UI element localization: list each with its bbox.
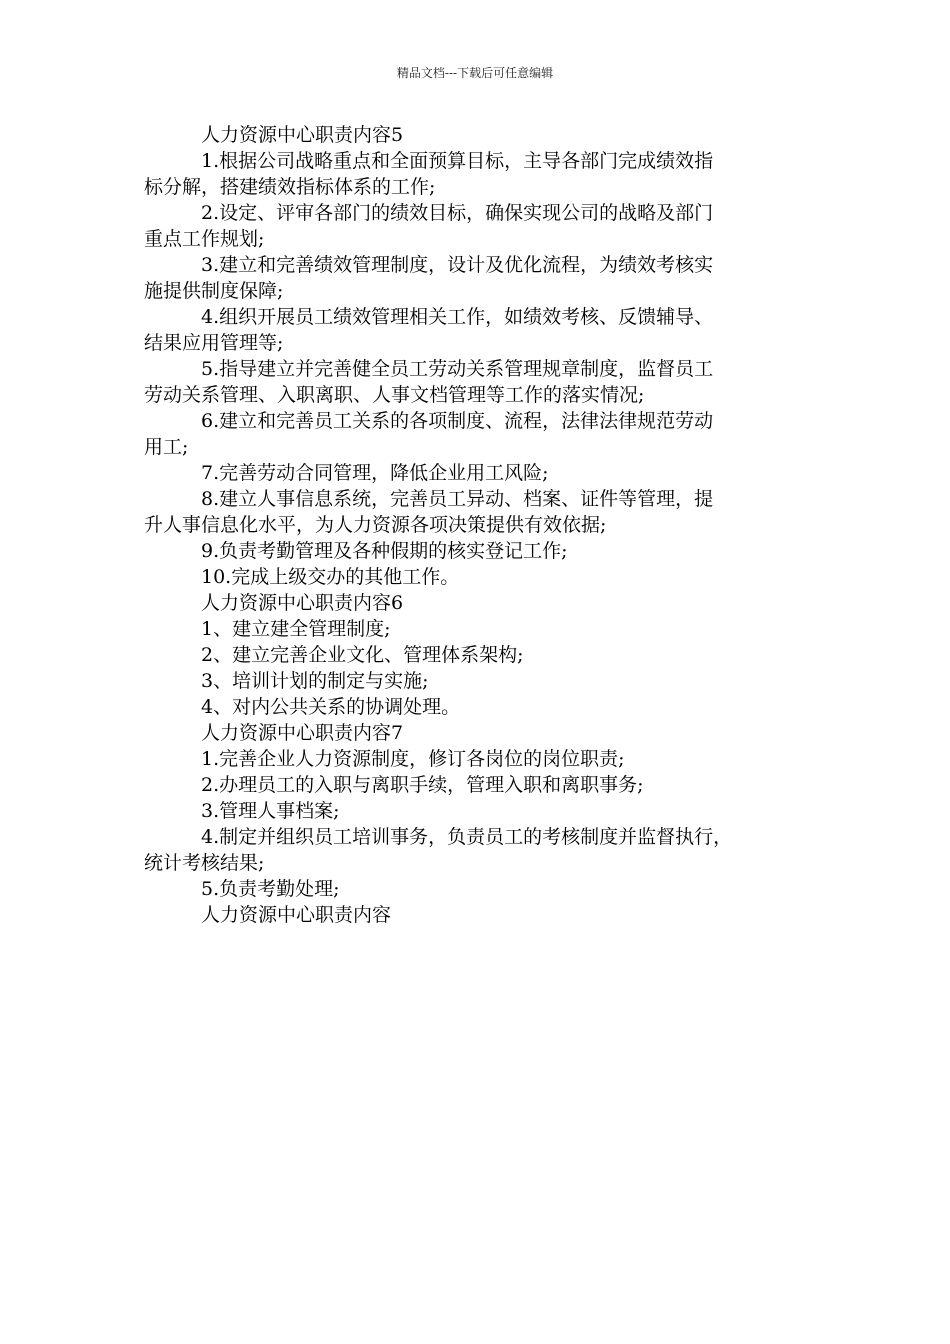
paragraph [144,486,834,538]
paragraph [144,408,834,460]
paragraph [144,798,834,824]
paragraph-continuation-line: 结果应用管理等; [144,332,284,354]
paragraph-line: 5.负责考勤处理; [201,878,340,900]
paragraph-continuation-line: 统计考核结果; [144,852,265,874]
paragraph-line: 2.设定、评审各部门的绩效目标，确保实现公司的战略及部门 [201,202,714,224]
document-body [144,122,834,928]
paragraph [144,720,834,746]
paragraph-line: 3、培训计划的制定与实施; [201,670,429,692]
paragraph-line: 1、建立建全管理制度; [201,618,391,640]
paragraph [144,746,834,772]
paragraph-continuation-line: 用工; [144,436,189,458]
paragraph-continuation-line: 标分解，搭建绩效指标体系的工作; [144,176,436,198]
paragraph-line: 8.建立人事信息系统，完善员工异动、档案、证件等管理，提 [201,488,714,510]
paragraph-continuation-line: 重点工作规划; [144,228,265,250]
paragraph-continuation-line: 施提供制度保障; [144,280,284,302]
paragraph [144,642,834,668]
paragraph-line: 4、对内公共关系的协调处理。 [201,696,461,718]
paragraph [144,772,834,798]
paragraph [144,356,834,408]
paragraph [144,252,834,304]
page-header [0,66,950,80]
paragraph [144,876,834,902]
paragraph-line: 4.制定并组织员工培训事务，负责员工的考核制度并监督执行， [201,826,733,848]
paragraph-line: 7.完善劳动合同管理，降低企业用工风险; [201,462,549,484]
paragraph-line: 6.建立和完善员工关系的各项制度、流程，法律法律规范劳动 [201,410,714,432]
paragraph [144,538,834,564]
header-text: 精品文档---下载后可任意编辑 [396,66,554,80]
paragraph [144,460,834,486]
paragraph [144,590,834,616]
paragraph-continuation-line: 升人事信息化水平，为人力资源各项决策提供有效依据; [144,514,607,536]
paragraph-line: 2.办理员工的入职与离职手续，管理入职和离职事务; [201,774,644,796]
paragraph [144,304,834,356]
paragraph-line: 人力资源中心职责内容 [201,904,392,926]
paragraph [144,824,834,876]
paragraph-line: 1.根据公司战略重点和全面预算目标，主导各部门完成绩效指 [201,150,714,172]
paragraph [144,148,834,200]
paragraph-line: 人力资源中心职责内容6 [201,592,404,614]
paragraph-line: 5.指导建立并完善健全员工劳动关系管理规章制度，监督员工 [201,358,714,380]
paragraph [144,616,834,642]
paragraph-continuation-line: 劳动关系管理、入职离职、人事文档管理等工作的落实情况; [144,384,645,406]
paragraph-line: 人力资源中心职责内容5 [201,124,404,146]
paragraph [144,200,834,252]
paragraph-line: 3.建立和完善绩效管理制度，设计及优化流程，为绩效考核实 [201,254,714,276]
paragraph-line: 4.组织开展员工绩效管理相关工作，如绩效考核、反馈辅导、 [201,306,714,328]
paragraph [144,122,834,148]
paragraph-line: 1.完善企业人力资源制度，修订各岗位的岗位职责; [201,748,625,770]
paragraph [144,564,834,590]
paragraph [144,902,834,928]
paragraph-line: 3.管理人事档案; [201,800,340,822]
paragraph [144,694,834,720]
paragraph [144,668,834,694]
paragraph-line: 9.负责考勤管理及各种假期的核实登记工作; [201,540,568,562]
paragraph-line: 2、建立完善企业文化、管理体系架构; [201,644,524,666]
paragraph-line: 10.完成上级交办的其他工作。 [201,566,460,588]
paragraph-line: 人力资源中心职责内容7 [201,722,404,744]
